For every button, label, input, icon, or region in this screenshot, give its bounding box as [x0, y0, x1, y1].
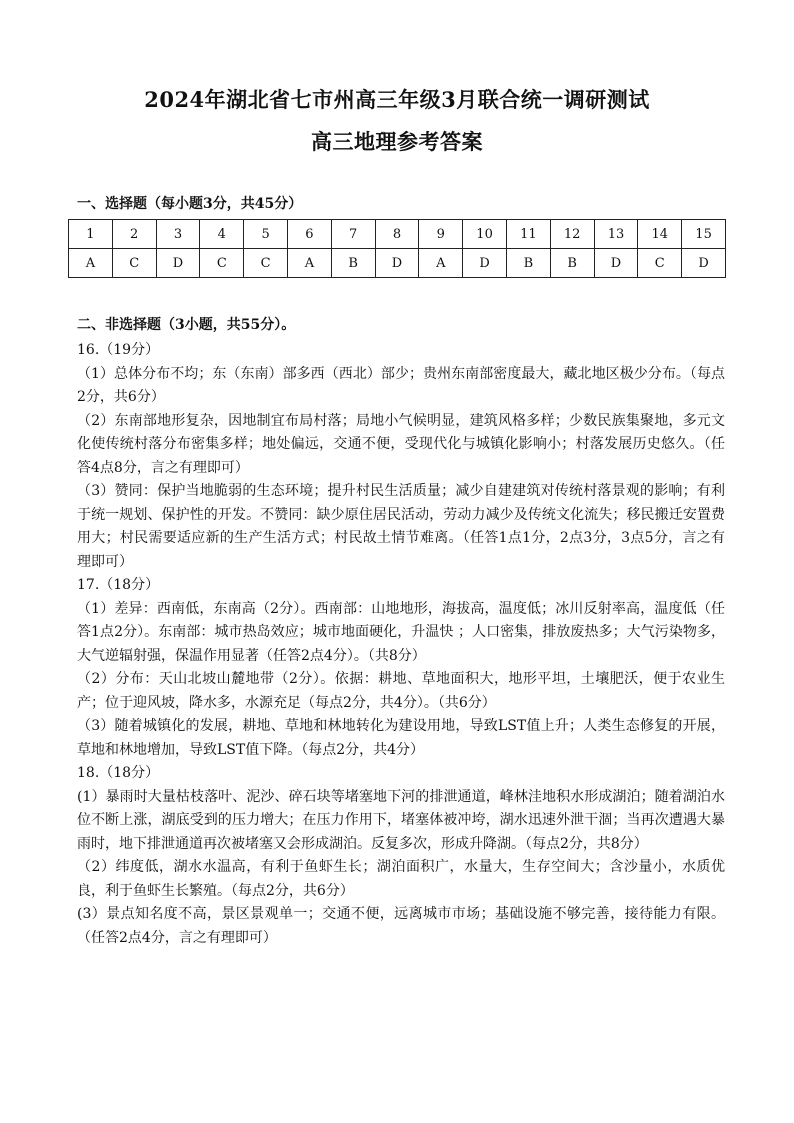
- question-number-cell: 5: [244, 220, 288, 249]
- section-open-heading: 二、非选择题（3小题，共55分）。: [77, 317, 296, 333]
- answer-cell: B: [550, 249, 594, 278]
- answer-paragraph: （2）东南部地形复杂，因地制宜布局村落；局地小气候明显，建筑风格多样；少数民族集聚地，多元文化使传统村落分布密集多样；地处偏远，交通不便，受现代化与城镇化影响小；村落发展历史悠久。（任答4点8分，言之有理即可）: [77, 412, 725, 476]
- question-number-cell: 15: [682, 220, 726, 249]
- question-number-row: [69, 220, 726, 249]
- answer-cell: C: [200, 249, 244, 278]
- question-number-cell: 13: [594, 220, 638, 249]
- answer-cell: B: [331, 249, 375, 278]
- answer-paragraph: （2）纬度低，湖水水温高，有利于鱼虾生长；湖泊面积广，水量大，生存空间大；含沙量小，水质优良，利于鱼虾生长繁殖。（每点2分，共6分）: [77, 859, 725, 899]
- answer-paragraph: （1）总体分布不均；东（东南）部多西（西北）部少；贵州东南部密度最大，藏北地区极少分布。（每点2分，共6分）: [77, 365, 725, 405]
- answer-cell: D: [375, 249, 419, 278]
- question-number-cell: 4: [200, 220, 244, 249]
- answer-cell: C: [638, 249, 682, 278]
- question-number-cell: 8: [375, 220, 419, 249]
- question-header: 18.（18分）: [77, 765, 160, 781]
- answer-cell: D: [156, 249, 200, 278]
- question-number-cell: 2: [112, 220, 156, 249]
- open-question-answers: [77, 339, 725, 950]
- answer-paragraph: （3）赞同：保护当地脆弱的生态环境；提升村民生活质量；减少自建建筑对传统村落景观的影响；有利于统一规划、保护性的开发。不赞同：缺少原住居民活动，劳动力减少及传统文化流失；移民搬迁安置费用大；村民需要适应新的生产生活方式；村民故土情节难离。（任答1点1分，2点3分，3点5分，言之有理即可）: [77, 483, 725, 570]
- page-subtitle: 高三地理参考答案: [311, 129, 483, 154]
- answer-paragraph: （3）随着城镇化的发展，耕地、草地和林地转化为建设用地，导致LST值上升；人类生态修复的开展，草地和林地增加，导致LST值下降。（每点2分，共4分）: [77, 718, 725, 758]
- answer-cell: D: [463, 249, 507, 278]
- answer-row: [69, 249, 726, 278]
- answer-cell: A: [69, 249, 113, 278]
- question-header: 17.（18分）: [77, 577, 160, 593]
- question-number-cell: 12: [550, 220, 594, 249]
- choice-answer-table: [68, 219, 726, 278]
- question-header: 16.（19分）: [77, 342, 160, 358]
- answer-cell: D: [594, 249, 638, 278]
- question-number-cell: 11: [506, 220, 550, 249]
- answer-cell: A: [419, 249, 463, 278]
- question-number-cell: 6: [287, 220, 331, 249]
- question-number-cell: 9: [419, 220, 463, 249]
- answer-cell: A: [287, 249, 331, 278]
- answer-cell: B: [506, 249, 550, 278]
- question-number-cell: 1: [69, 220, 113, 249]
- answer-cell: D: [682, 249, 726, 278]
- answer-paragraph: （1）差异：西南低，东南高（2分）。西南部：山地地形，海拔高，温度低；冰川反射率高，温度低（任答1点2分）。东南部：城市热岛效应；城市地面硬化，升温快 ；人口密集，排放废热多；大气污染物多，大气逆辐射强，保温作用显著（任答2点4分）。（共8分）: [77, 600, 725, 664]
- question-number-cell: 10: [463, 220, 507, 249]
- question-number-cell: 3: [156, 220, 200, 249]
- answer-paragraph: (1）暴雨时大量枯枝落叶、泥沙、碎石块等堵塞地下河的排泄通道，峰林洼地积水形成湖泊；随着湖泊水位不断上涨，湖底受到的压力增大；在压力作用下，堵塞体被冲垮，湖水迅速外泄干涸；当再次遭遇大暴雨时，地下排泄通道再次被堵塞又会形成湖泊。反复多次，形成升降湖。（每点2分，共8分）: [77, 788, 725, 852]
- question-number-cell: 14: [638, 220, 682, 249]
- section-choice-heading: 一、选择题（每小题3分，共45分）: [77, 196, 303, 212]
- page-title: 2024年湖北省七市州高三年级3月联合统一调研测试: [144, 87, 650, 112]
- answer-cell: C: [244, 249, 288, 278]
- question-number-cell: 7: [331, 220, 375, 249]
- answer-paragraph: （2）分布：天山北坡山麓地带（2分）。依据：耕地、草地面积大，地形平坦，土壤肥沃，便于农业生产；位于迎风坡，降水多，水源充足（每点2分，共4分）。（共6分）: [77, 671, 725, 711]
- answer-paragraph: (3）景点知名度不高，景区景观单一；交通不便，远离城市市场；基础设施不够完善，接待能力有限。（任答2点4分，言之有理即可）: [77, 906, 725, 946]
- answer-cell: C: [112, 249, 156, 278]
